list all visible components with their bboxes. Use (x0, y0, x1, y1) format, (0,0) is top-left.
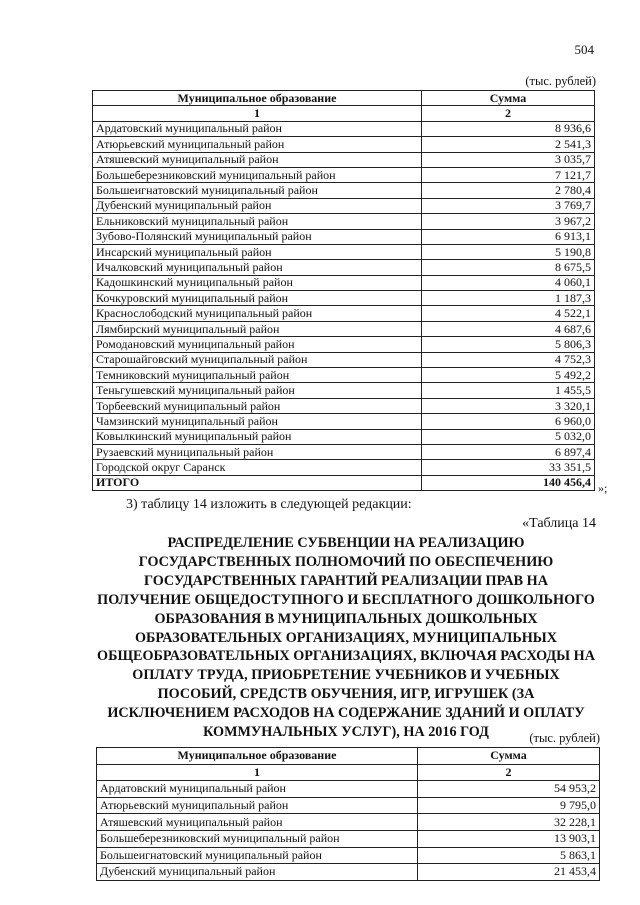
municipality-name: Ковылкинский муниципальный район (93, 429, 422, 444)
table1-total-row (93, 475, 595, 490)
table1-header-sum: Сумма (422, 91, 595, 106)
table2 (96, 747, 600, 881)
municipality-name: Большеберезниковский муниципальный район (97, 830, 418, 847)
municipality-name: Теньгушевский муниципальный район (93, 383, 422, 398)
table-row (93, 321, 595, 336)
municipality-name: Ичалковский муниципальный район (93, 260, 422, 275)
municipality-name: Большеберезниковский муниципальный район (93, 167, 422, 182)
amount-value: 8 936,6 (422, 121, 595, 136)
table-row (93, 214, 595, 229)
table-row (97, 864, 600, 881)
amount-value: 4 687,6 (422, 321, 595, 336)
amount-value: 6 897,4 (422, 444, 595, 459)
municipality-name: Ардатовский муниципальный район (97, 781, 418, 798)
table-row (93, 337, 595, 352)
table-row (93, 152, 595, 167)
municipality-name: Городской округ Саранск (93, 460, 422, 475)
amount-value: 4 522,1 (422, 306, 595, 321)
municipality-name: Большеигнатовский муниципальный район (97, 847, 418, 864)
table-reference: «Таблица 14 (522, 516, 596, 531)
page-number: 504 (574, 42, 594, 57)
table2-colnum-row (97, 764, 600, 781)
amount-value: 5 863,1 (418, 847, 600, 864)
municipality-name: Дубенский муниципальный район (97, 864, 418, 881)
municipality-name: Большеигнатовский муниципальный район (93, 183, 422, 198)
table2-units: (тыс. рублей) (529, 731, 600, 745)
table2-colnum-1: 1 (97, 764, 418, 781)
municipality-name: Ромодановский муниципальный район (93, 337, 422, 352)
table1-units: (тыс. рублей) (525, 74, 596, 88)
table-row (93, 383, 595, 398)
amount-value: 5 806,3 (422, 337, 595, 352)
amount-value: 4 752,3 (422, 352, 595, 367)
table-row (97, 781, 600, 798)
table1-colnum-2: 2 (422, 106, 595, 121)
municipality-name: Старошайговский муниципальный район (93, 352, 422, 367)
municipality-name: Атюрьевский муниципальный район (97, 797, 418, 814)
municipality-name: Атяшевский муниципальный район (97, 814, 418, 831)
table1-body (93, 121, 595, 475)
table-row (93, 368, 595, 383)
table-row (93, 183, 595, 198)
amount-value: 1 187,3 (422, 291, 595, 306)
amount-value: 2 541,3 (422, 137, 595, 152)
municipality-name: Ардатовский муниципальный район (93, 121, 422, 136)
table-row (93, 260, 595, 275)
amount-value: 1 455,5 (422, 383, 595, 398)
table2-header-municipality: Муниципальное образование (97, 748, 418, 765)
municipality-name: Ельниковский муниципальный район (93, 214, 422, 229)
amount-value: 21 453,4 (418, 864, 600, 881)
amount-value: 33 351,5 (422, 460, 595, 475)
table-row (93, 244, 595, 259)
amount-value: 3 967,2 (422, 214, 595, 229)
amount-value: 3 769,7 (422, 198, 595, 213)
table-row (93, 460, 595, 475)
table-row (93, 398, 595, 413)
amount-value: 8 675,5 (422, 260, 595, 275)
table2-header-row (97, 748, 600, 765)
municipality-name: Зубово-Полянский муниципальный район (93, 229, 422, 244)
table-row (93, 167, 595, 182)
table1-total-value: 140 456,4 (422, 475, 595, 490)
amount-value: 5 032,0 (422, 429, 595, 444)
municipality-name: Торбеевский муниципальный район (93, 398, 422, 413)
table1-colnum-1: 1 (93, 106, 422, 121)
amount-value: 7 121,7 (422, 167, 595, 182)
table-row (93, 444, 595, 459)
amount-value: 54 953,2 (418, 781, 600, 798)
municipality-name: Кадошкинский муниципальный район (93, 275, 422, 290)
table-row (93, 414, 595, 429)
table-row (93, 352, 595, 367)
amount-value: 3 035,7 (422, 152, 595, 167)
amount-value: 32 228,1 (418, 814, 600, 831)
municipality-name: Краснослободский муниципальный район (93, 306, 422, 321)
municipality-name: Атюрьевский муниципальный район (93, 137, 422, 152)
municipality-name: Лямбирский муниципальный район (93, 321, 422, 336)
table1 (92, 90, 595, 491)
table-row (93, 198, 595, 213)
municipality-name: Атяшевский муниципальный район (93, 152, 422, 167)
amount-value: 5 492,2 (422, 368, 595, 383)
table-row (93, 291, 595, 306)
amendment-instruction: 3) таблицу 14 изложить в следующей редакции: (126, 497, 412, 512)
table-row (93, 137, 595, 152)
table-row (93, 121, 595, 136)
table2-header-sum: Сумма (418, 748, 600, 765)
municipality-name: Кочкуровский муниципальный район (93, 291, 422, 306)
table2-body (97, 781, 600, 881)
municipality-name: Рузаевский муниципальный район (93, 444, 422, 459)
municipality-name: Инсарский муниципальный район (93, 244, 422, 259)
amount-value: 3 320,1 (422, 398, 595, 413)
amount-value: 4 060,1 (422, 275, 595, 290)
municipality-name: Чамзинский муниципальный район (93, 414, 422, 429)
table1-colnum-row (93, 106, 595, 121)
amount-value: 5 190,8 (422, 244, 595, 259)
table-row (97, 797, 600, 814)
table-row (97, 847, 600, 864)
table2-colnum-2: 2 (418, 764, 600, 781)
amount-value: 13 903,1 (418, 830, 600, 847)
municipality-name: Дубенский муниципальный район (93, 198, 422, 213)
table-row (93, 429, 595, 444)
table1-header-municipality: Муниципальное образование (93, 91, 422, 106)
table-row (97, 830, 600, 847)
amount-value: 2 780,4 (422, 183, 595, 198)
table1-total-suffix: »; (598, 481, 608, 495)
document-title: РАСПРЕДЕЛЕНИЕ СУБВЕНЦИИ НА РЕАЛИЗАЦИЮ ГОСУДАРСТВЕННЫХ ПОЛНОМОЧИЙ ПО ОБЕСПЕЧЕНИЮ ГОСУДАРСТВЕННЫХ ГАРАНТИЙ РЕАЛИЗАЦИИ ПРАВ НА ПОЛУЧЕНИЕ ОБЩЕДОСТУПНОГО И БЕСПЛАТНОГО ДОШКОЛЬНОГО ОБРАЗОВАНИЯ В МУНИЦИПАЛЬНЫХ ДОШКОЛЬНЫХ ОБРАЗОВАТЕЛЬНЫХ ОРГАНИЗАЦИЯХ, МУНИЦИПАЛЬНЫХ ОБЩЕОБРАЗОВАТЕЛЬНЫХ ОРГАНИЗАЦИЯХ, ВКЛЮЧАЯ РАСХОДЫ НА ОПЛАТУ ТРУДА, ПРИОБРЕТЕНИЕ УЧЕБНИКОВ И УЧЕБНЫХ ПОСОБИЙ, СРЕДСТВ ОБУЧЕНИЯ, ИГР, ИГРУШЕК (ЗА ИСКЛЮЧЕНИЕМ РАСХОДОВ НА СОДЕРЖАНИЕ ЗДАНИЙ И ОПЛАТУ КОММУНАЛЬНЫХ УСЛУГ), НА 2016 ГОД (97, 535, 595, 741)
municipality-name: Темниковский муниципальный район (93, 368, 422, 383)
table-row (93, 306, 595, 321)
table1-total-label: ИТОГО (93, 475, 422, 490)
table-row (93, 229, 595, 244)
amount-value: 9 795,0 (418, 797, 600, 814)
amount-value: 6 960,0 (422, 414, 595, 429)
table-row (93, 275, 595, 290)
table1-header-row (93, 91, 595, 106)
amount-value: 6 913,1 (422, 229, 595, 244)
table-row (97, 814, 600, 831)
